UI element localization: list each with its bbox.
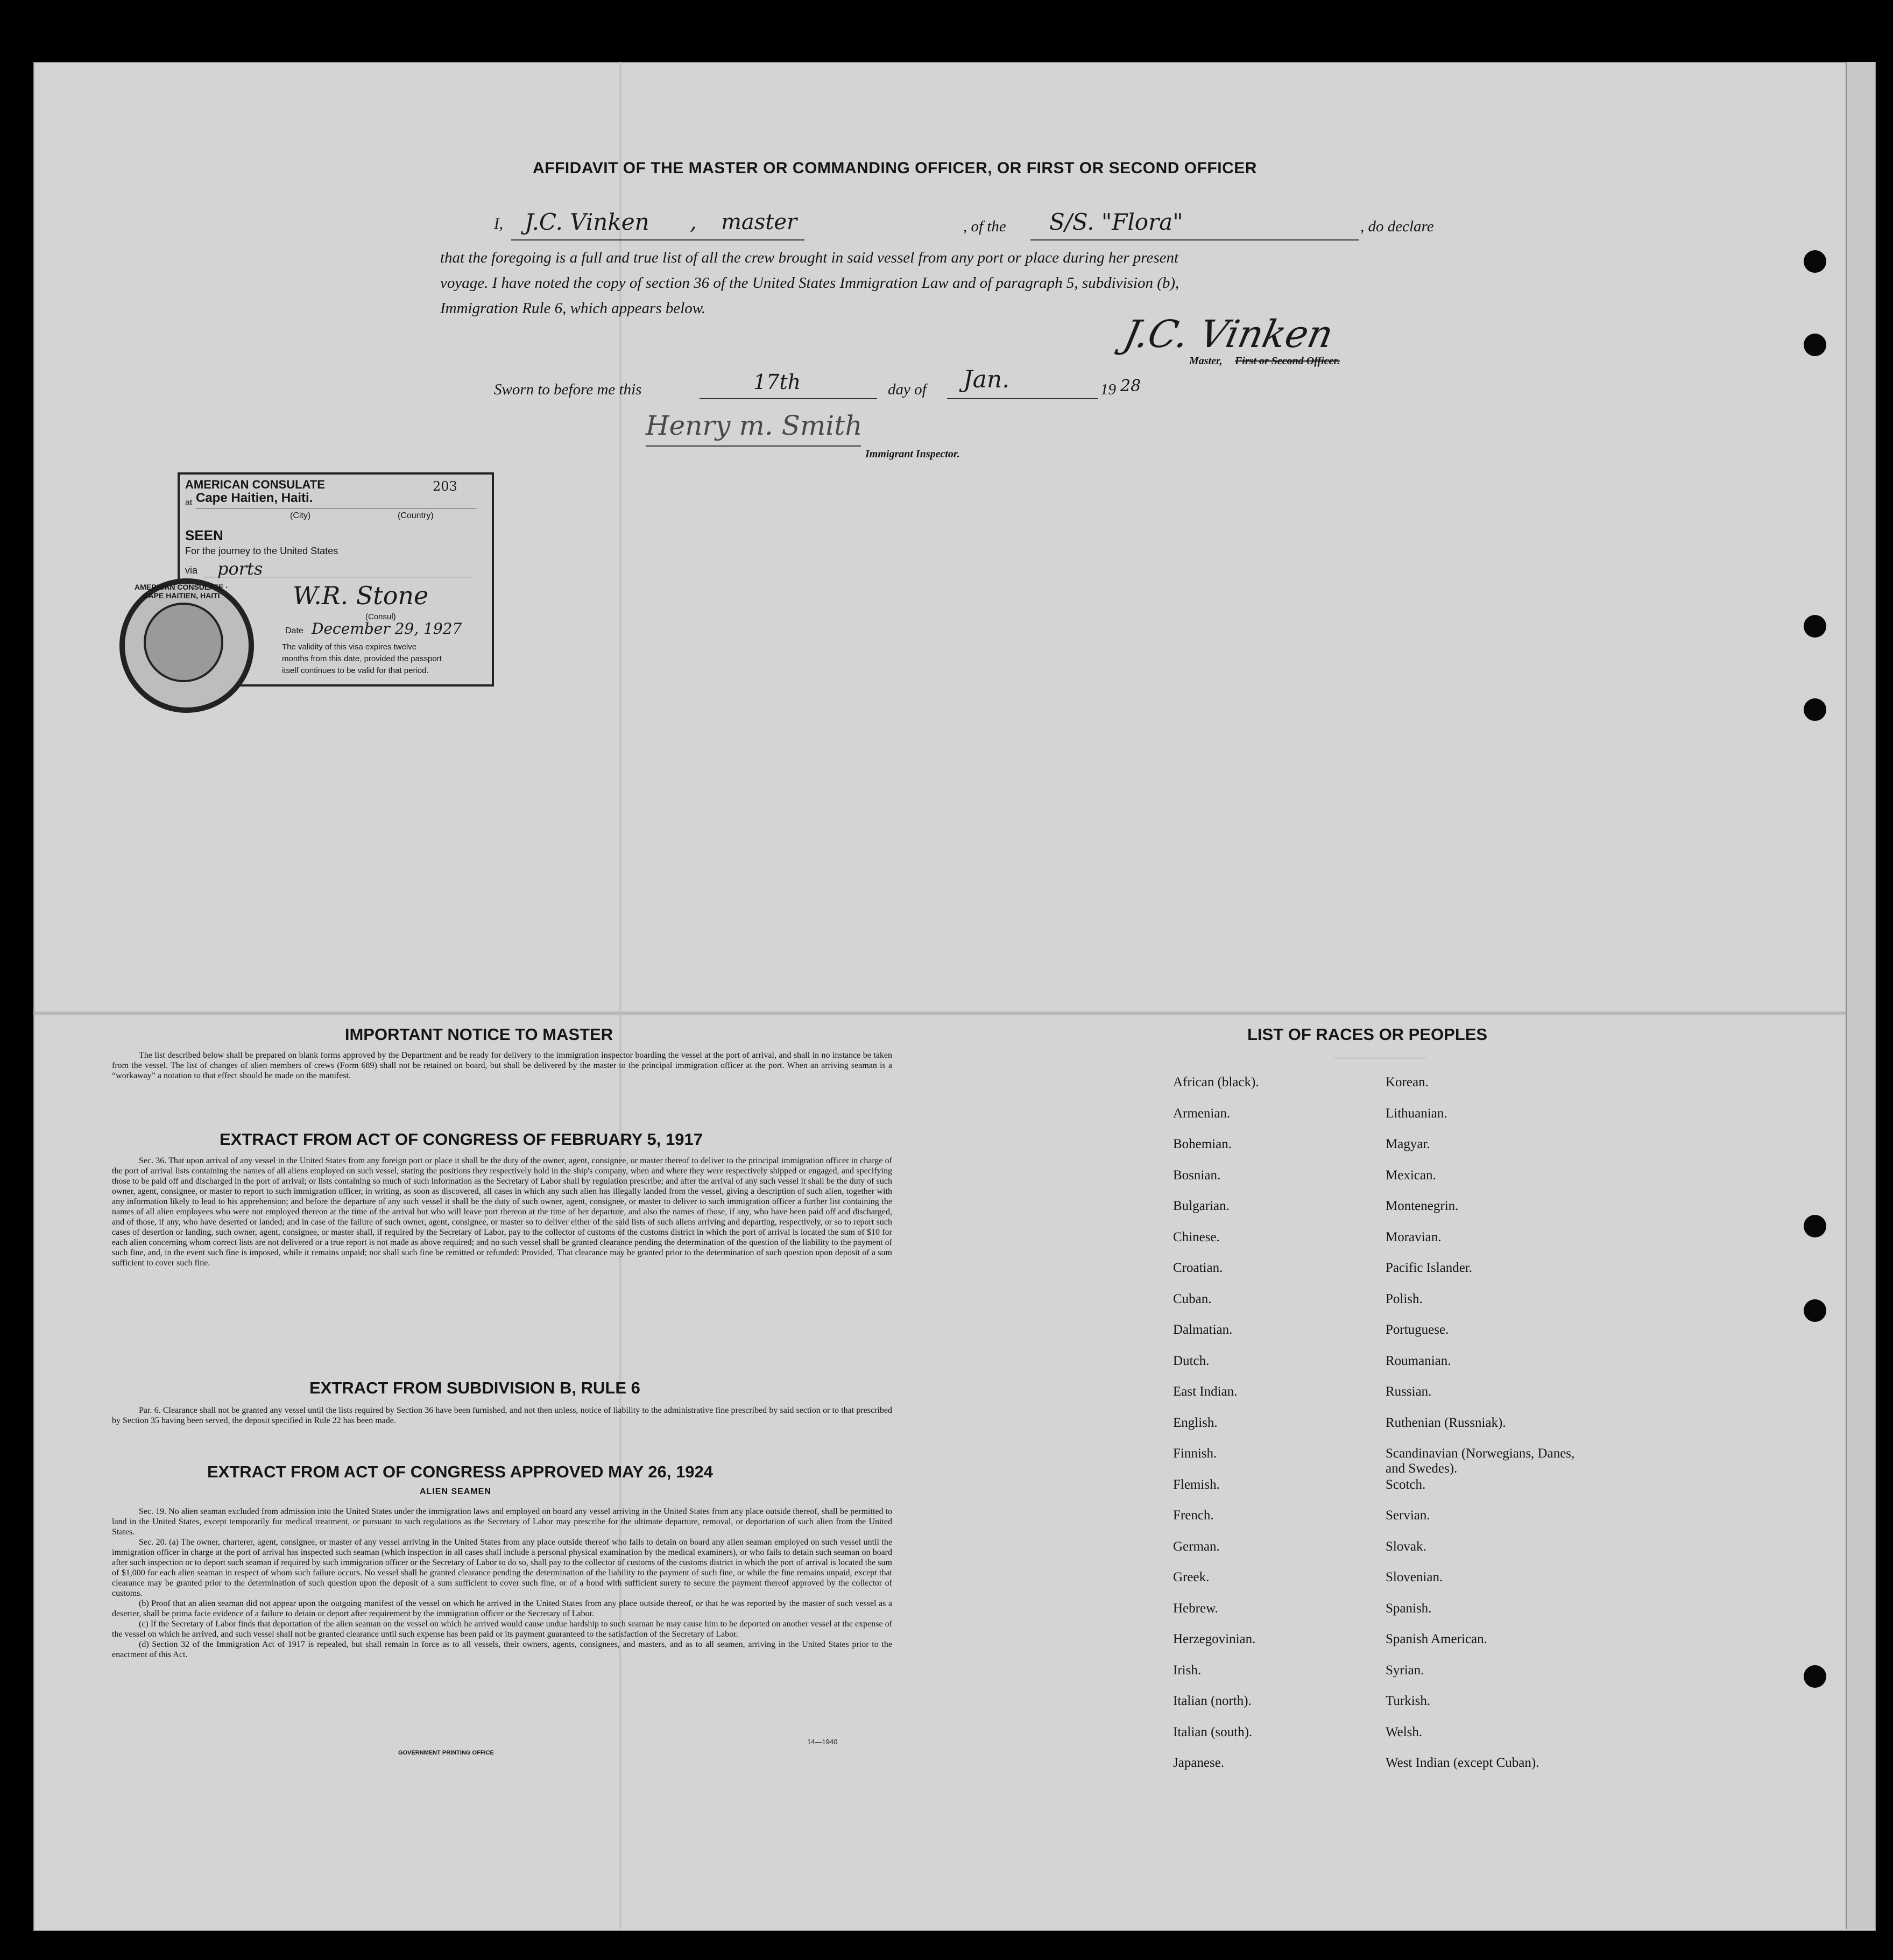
sworn-prefix: Sworn to before me this xyxy=(494,381,642,398)
race-right: Scandinavian (Norwegians, Danes, and Swedes). xyxy=(1386,1446,1575,1476)
stamp-date-value: December 29, 1927 xyxy=(312,620,462,638)
race-left: Japanese. xyxy=(1173,1756,1225,1770)
stamp-header: AMERICAN CONSULATE xyxy=(185,478,325,491)
stamp-date-label: Date xyxy=(285,626,303,635)
race-left: Bohemian. xyxy=(1173,1137,1232,1151)
race-right: Welsh. xyxy=(1386,1724,1423,1739)
affidavit-body-line-2: voyage. I have noted the copy of section 36 of the United States Immigration Law and of paragraph 5, subdivision (b), xyxy=(440,274,1179,292)
race-right: Magyar. xyxy=(1386,1137,1430,1151)
race-left: Cuban. xyxy=(1173,1291,1212,1306)
race-left: Dutch. xyxy=(1173,1353,1210,1368)
affidavit-body-line-3: Immigration Rule 6, which appears below. xyxy=(440,300,706,317)
race-right: Syrian. xyxy=(1386,1662,1424,1678)
sworn-day-line xyxy=(700,398,877,399)
race-row xyxy=(1173,1446,1590,1477)
extract3-sec20c: (c) If the Secretary of Labor finds that deportation of the alien seaman on the vessel on which he arrived would cause undue hardship to such seaman he may cause him to be deported on another vessel at the expense of the vessel on which he arrived, and such vessel shall not be granted clearance until such expense has been paid or its payment guaranteed to the satisfaction of the Secretary of Labor. xyxy=(112,1619,892,1639)
race-row xyxy=(1173,1075,1590,1106)
stamp-city-label: (City) xyxy=(290,511,311,520)
race-row xyxy=(1173,1663,1590,1694)
master-rank: master xyxy=(721,210,797,235)
sworn-month-line xyxy=(947,398,1098,399)
race-row xyxy=(1173,1694,1590,1725)
punch-hole xyxy=(1804,698,1826,721)
race-row xyxy=(1173,1539,1590,1570)
master-label-struck: First or Second Officer. xyxy=(1235,355,1340,367)
race-right: Slovak. xyxy=(1386,1539,1426,1554)
stamp-via-value: ports xyxy=(217,558,263,579)
affidavit-do-declare: , do declare xyxy=(1360,218,1434,235)
race-left: English. xyxy=(1173,1415,1218,1430)
race-row xyxy=(1173,1354,1590,1385)
inspector-label: Immigrant Inspector. xyxy=(865,448,960,460)
race-left: Greek. xyxy=(1173,1570,1210,1584)
race-left: Chinese. xyxy=(1173,1229,1220,1244)
race-left: Bulgarian. xyxy=(1173,1199,1230,1213)
page-edge xyxy=(1846,62,1875,1929)
race-row xyxy=(1173,1106,1590,1137)
race-row xyxy=(1173,1508,1590,1539)
race-row xyxy=(1173,1199,1590,1230)
race-row xyxy=(1173,1632,1590,1663)
race-left: Dalmatian. xyxy=(1173,1322,1233,1337)
race-right: Polish. xyxy=(1386,1291,1423,1306)
race-right: Turkish. xyxy=(1386,1694,1431,1708)
extract1-title: EXTRACT FROM ACT OF CONGRESS OF FEBRUARY 5, 1917 xyxy=(220,1130,703,1149)
notice-text: The list described below shall be prepared on blank forms approved by the Department and be ready for delivery to the immigration inspector boarding the vessel at the port of arrival, and shall in no instance be taken from the vessel. The list of changes of alien members of crews (Form 689) shall not be retained on board, but shall be delivered by the master to the principal immigration officer at the port. When an arriving seaman is a “workaway” a notation to that effect should be made on the manifest. xyxy=(112,1051,892,1080)
race-left: Hebrew. xyxy=(1173,1601,1218,1616)
race-row xyxy=(1173,1416,1590,1447)
stamp-consul-label: (Consul) xyxy=(365,612,396,621)
punch-hole xyxy=(1804,250,1826,273)
extract3-sec19: Sec. 19. No alien seaman excluded from admission into the United States under the immigration laws and employed on board any vessel arriving in the United States from any place outside thereof, shall be permitted to land in the United States, except temporarily for medical treatment, or pursuant to such regulations as the Secretary of Labor may prescribe for the ultimate departure, removal, or deportation of such alien from the United States. xyxy=(112,1507,892,1537)
race-left: Bosnian. xyxy=(1173,1167,1221,1183)
sworn-year-suffix: 28 xyxy=(1120,377,1141,395)
notice-title: IMPORTANT NOTICE TO MASTER xyxy=(344,1025,613,1044)
stamp-country-label: (Country) xyxy=(398,511,434,520)
extract3-sec20d: (d) Section 32 of the Immigration Act of 1917 is repealed, but shall remain in force as to all vessels, their owners, agents, consignees, and masters, and as to all seamen, arriving in the United States prior to the enactment of this Act. xyxy=(112,1640,892,1659)
extract1-text: Sec. 36. That upon arrival of any vessel in the United States from any foreign port or place it shall be the duty of the owner, agent, consignee, or master thereof to deliver to the principal immigration officer in charge of the port of arrival lists containing the names of all aliens employed on such vessel, stating the positions they respectively hold in the ship's company, when and where they were respectively shipped or engaged, and specifying those to be paid off and discharged in the port of arrival; or lists containing so much of such information as the Secretary of Labor shall by regulation prescribe; and after the arrival of any such vessel it shall be the duty of such owner, agent, consignee, or master to report to such immigration officer, in writing, as soon as discovered, all cases in which any such alien has illegally landed from the vessel, giving a description of such alien, together with any information likely to lead to his apprehension; and before the departure of any such vessel it shall be the duty of such owner, agent, consignee, or master to deliver to such immigration officer a further list containing the names of all alien employees who were not employed thereon at the time of the arrival but who will leave port thereon at the time of her departure, and also the names of those, if any, who have been paid off and discharged, and of those, if any, who have deserted or landed; and in case of the failure of such owner, agent, consignee, or master so to deliver either of the said lists of such aliens arriving and departing, respectively, or so to report such cases of desertion or landing, such owner, agent, consignee, or master shall, if required by the Secretary of Labor, pay to the collector of customs of the customs district in which the port of arrival is located the sum of $10 for each alien concerning whom correct lists are not delivered or a true report is not made as above required; and no such vessel shall be granted clearance pending the determination of the question of the liability to the payment of such fine, and, in the event such fine is imposed, while it remains unpaid; nor shall such fine be remitted or refunded: Provided, That clearance may be granted prior to the determination of such question upon deposit of a sum sufficient to cover such fine. xyxy=(112,1156,892,1268)
stamp-journey: For the journey to the United States xyxy=(185,546,338,556)
race-row xyxy=(1173,1725,1590,1756)
affidavit-body-line-1: that the foregoing is a full and true list of all the crew brought in said vessel from any port or place during her present xyxy=(440,249,1179,266)
master-signature: J.C. Vinken xyxy=(1120,312,1337,356)
stamp-validity-1: The validity of this visa expires twelve xyxy=(282,642,417,652)
stamp-place: Cape Haitien, Haiti. xyxy=(196,491,313,505)
punch-hole xyxy=(1804,1299,1826,1322)
seal-eagle-icon xyxy=(144,603,223,682)
race-row xyxy=(1173,1230,1590,1261)
consulate-seal xyxy=(119,578,254,713)
race-right: Ruthenian (Russniak). xyxy=(1386,1415,1506,1430)
punch-hole xyxy=(1804,1665,1826,1688)
extract3-sec20a: Sec. 20. (a) The owner, charterer, agent, consignee, or master of any vessel arriving in the United States from any place outside thereof who fails to detain on board any alien seaman employed on such vessel until the immigration officer in charge at the port of arrival has inspected such seaman (which inspection in all cases shall include a personal physical examination by the medical examiners), or who fails to detain such seaman on board after such inspection or to deport such seaman if required by such immigration officer or the Secretary of Labor to do so, shall pay to the collector of customs of the customs district in which the port of arrival is located the sum of $1,000 for each alien seaman in respect of whom such failure occurs. No vessel shall be granted clearance pending the determination of the liability to the payment of such fine, or while the fine remains unpaid, except that clearance may be granted prior to the determination of such question upon the deposit of a sum sufficient to cover such fine, or of a bond with sufficient surety to secure the payment thereof approved by the collector of customs. xyxy=(112,1538,892,1598)
race-left: Irish. xyxy=(1173,1662,1202,1678)
master-name-line xyxy=(511,239,804,240)
extract3-title: EXTRACT FROM ACT OF CONGRESS APPROVED MAY 26, 1924 xyxy=(207,1462,713,1481)
race-right: West Indian (except Cuban). xyxy=(1386,1756,1539,1770)
race-row xyxy=(1173,1601,1590,1632)
race-row xyxy=(1173,1322,1590,1354)
race-row xyxy=(1173,1137,1590,1168)
race-left: Finnish. xyxy=(1173,1446,1217,1461)
master-name-comma: , xyxy=(690,210,697,235)
extract3-body xyxy=(112,1506,892,1660)
stamp-validity-2: months from this date, provided the passport xyxy=(282,654,442,663)
fold-line-horizontal xyxy=(33,1011,1874,1015)
race-right: Scotch. xyxy=(1386,1477,1426,1492)
race-left: Armenian. xyxy=(1173,1106,1231,1121)
race-right: Portuguese. xyxy=(1386,1322,1449,1337)
sworn-month: Jan. xyxy=(963,366,1010,393)
stamp-validity-3: itself continues to be valid for that period. xyxy=(282,666,429,675)
race-row xyxy=(1173,1756,1590,1787)
consul-signature: W.R. Stone xyxy=(293,581,429,610)
race-right: Moravian. xyxy=(1386,1229,1442,1244)
race-left: German. xyxy=(1173,1539,1220,1554)
race-row xyxy=(1173,1168,1590,1199)
punch-hole xyxy=(1804,1215,1826,1237)
master-name: J.C. Vinken xyxy=(525,209,649,235)
race-left: French. xyxy=(1173,1508,1214,1523)
race-row xyxy=(1173,1261,1590,1292)
inspector-line xyxy=(646,445,861,447)
vessel-name: S/S. "Flora" xyxy=(1049,209,1183,235)
race-row xyxy=(1173,1477,1590,1509)
race-right: Lithuanian. xyxy=(1386,1106,1447,1121)
extract3-sec20b: (b) Proof that an alien seaman did not appear upon the outgoing manifest of the vessel on which he arrived in the United States from any place outside thereof, or that he was reported by the master of such vessel as a deserter, shall be prima facie evidence of a failure to detain or deport after requirement by the immigration officer or the Secretary of Labor. xyxy=(112,1599,892,1618)
seal-text: AMERICAN CONSULATE · CAPE HAITIEN, HAITI xyxy=(135,583,228,600)
stamp-at: at xyxy=(185,498,193,507)
stamp-number: 203 xyxy=(433,479,457,494)
affidavit-of-the: , of the xyxy=(963,218,1006,235)
form-number: 14—1940 xyxy=(807,1738,838,1746)
affidavit-title: AFFIDAVIT OF THE MASTER OR COMMANDING OFFICER, OR FIRST OR SECOND OFFICER xyxy=(533,159,1257,177)
affidavit-i: I, xyxy=(494,215,503,232)
sworn-year-prefix: 19 xyxy=(1100,381,1116,398)
vessel-line xyxy=(1030,239,1359,240)
sworn-day: 17th xyxy=(753,370,801,394)
race-right: Slovenian. xyxy=(1386,1570,1443,1584)
inspector-signature: Henry m. Smith xyxy=(646,410,863,441)
race-left: East Indian. xyxy=(1173,1384,1238,1399)
race-left: Flemish. xyxy=(1173,1477,1220,1492)
race-right: Korean. xyxy=(1386,1075,1429,1089)
master-label: Master, xyxy=(1189,355,1223,367)
punch-hole xyxy=(1804,615,1826,638)
race-right: Roumanian. xyxy=(1386,1353,1451,1368)
race-row xyxy=(1173,1570,1590,1601)
race-right: Pacific Islander. xyxy=(1386,1261,1473,1275)
race-left: Croatian. xyxy=(1173,1261,1223,1275)
race-row xyxy=(1173,1384,1590,1416)
stamp-seen: SEEN xyxy=(185,527,223,543)
extract2-text: Par. 6. Clearance shall not be granted any vessel until the lists required by Section 36 have been furnished, and not then unless, notice of liability to the administrative fine prescribed by said section or to that prescribed by Section 35 having been served, the deposit specified in Rule 22 has been made. xyxy=(112,1406,892,1425)
race-left: African (black). xyxy=(1173,1075,1259,1089)
sworn-day-of: day of xyxy=(888,381,927,398)
race-right: Spanish American. xyxy=(1386,1632,1487,1646)
punch-hole xyxy=(1804,334,1826,356)
race-left: Italian (south). xyxy=(1173,1724,1253,1739)
printer-mark: GOVERNMENT PRINTING OFFICE xyxy=(398,1750,494,1756)
race-row xyxy=(1173,1292,1590,1323)
races-title: LIST OF RACES OR PEOPLES xyxy=(1247,1025,1488,1044)
extract3-subtitle: ALIEN SEAMEN xyxy=(420,1487,491,1496)
race-right: Spanish. xyxy=(1386,1601,1432,1616)
races-table xyxy=(1173,1075,1590,1787)
race-right: Mexican. xyxy=(1386,1167,1436,1183)
extract2-title: EXTRACT FROM SUBDIVISION B, RULE 6 xyxy=(309,1378,640,1397)
race-left: Herzegovinian. xyxy=(1173,1632,1256,1646)
stamp-via: via xyxy=(185,565,198,576)
race-right: Montenegrin. xyxy=(1386,1199,1459,1213)
race-left: Italian (north). xyxy=(1173,1694,1252,1708)
race-right: Servian. xyxy=(1386,1508,1430,1523)
race-right: Russian. xyxy=(1386,1384,1432,1399)
